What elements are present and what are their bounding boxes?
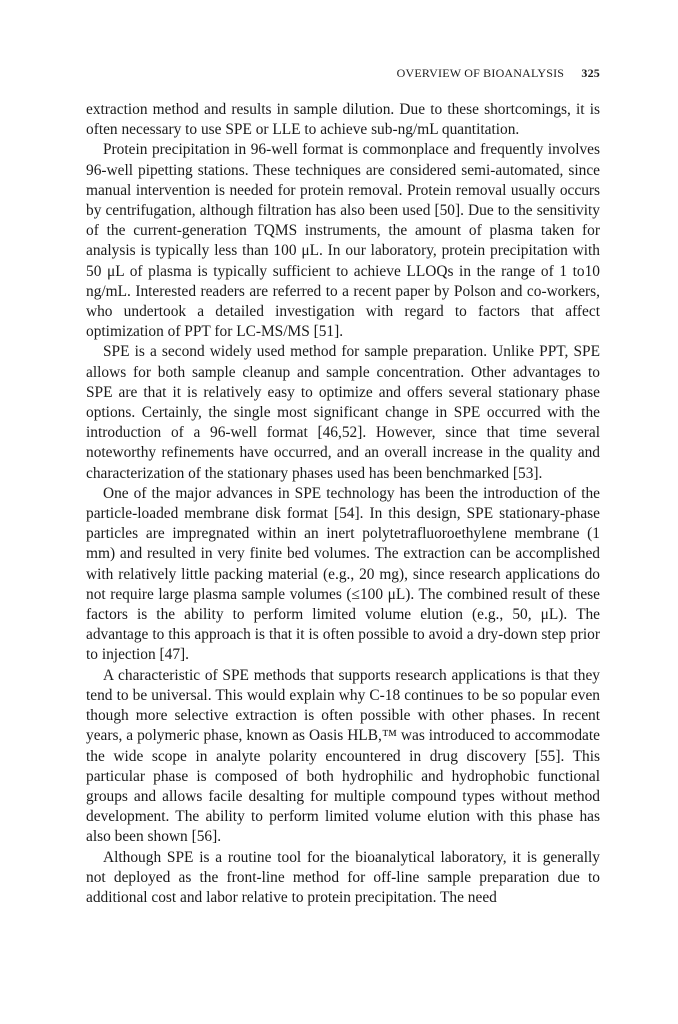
paragraph-4: One of the major advances in SPE technology has been the introduction of the particle-loaded membrane disk format [54]. In this design, SPE stationary-phase particles are impregnated within an inert polytetrafluoroethylene membrane (1 mm) and resulted in very finite bed volumes. The extraction can be accomplished with relatively little packing material (e.g., 20 mg), since research applications do not require large plasma sample volumes (≤100 μL). The combined result of these factors is the ability to perform limited volume elution (e.g., 50, μL). The advantage to this approach is that it is often possible to avoid a dry-down step prior to injection [47]. (86, 484, 600, 664)
paragraph-5: A characteristic of SPE methods that supports research applications is that they tend to be universal. This would explain why C-18 continues to be so popular even though more selective extraction is often possible with other phases. In recent years, a polymeric phase, known as Oasis HLB,™ was introduced to accommodate the wide scope in analyte polarity encountered in drug discovery [55]. This particular phase is composed of both hydrophilic and hydrophobic functional groups and allows facile desalting for multiple compound types without method development. The ability to perform limited volume elution with this phase has also been shown [56]. (86, 666, 600, 846)
paragraph-6: Although SPE is a routine tool for the bioanalytical laboratory, it is generally not deployed as the front-line method for off-line sample preparation due to additional cost and labor relative to protein precipitation. The need (86, 848, 600, 906)
running-title: OVERVIEW OF BIOANALYSIS (396, 66, 565, 80)
page-number: 325 (581, 66, 600, 80)
paragraph-2: Protein precipitation in 96-well format is commonplace and frequently involves 96-well pipetting stations. These techniques are considered semi-automated, since manual intervention is needed for protein removal. Protein removal usually occurs by centrifugation, although filtration has also been used [50]. Due to the sensitivity of the current-generation TQMS instruments, the amount of plasma taken for analysis is typically less than 100 μL. In our laboratory, protein precipitation with 50 μL of plasma is typically sufficient to achieve LLOQs in the range of 1 to10 ng/mL. Interested readers are referred to a recent paper by Polson and co-workers, who undertook a detailed investigation with regard to factors that affect optimization of PPT for LC-MS/MS [51]. (86, 141, 600, 341)
paragraph-1: extraction method and results in sample dilution. Due to these shortcomings, it is often necessary to use SPE or LLE to achieve sub-ng/mL quantitation. (86, 101, 600, 139)
paragraph-3: SPE is a second widely used method for sample preparation. Unlike PPT, SPE allows for both sample cleanup and sample concentration. Other advantages to SPE are that it is relatively easy to optimize and offers several stationary phase options. Certainly, the single most significant change in SPE occurred with the introduction of a 96-well format [46,52]. However, since that time several noteworthy refinements have occurred, and an overall increase in the quality and characterization of the stationary phases used has been benchmarked [53]. (86, 343, 600, 482)
body-text (86, 100, 600, 908)
running-head (86, 66, 600, 81)
